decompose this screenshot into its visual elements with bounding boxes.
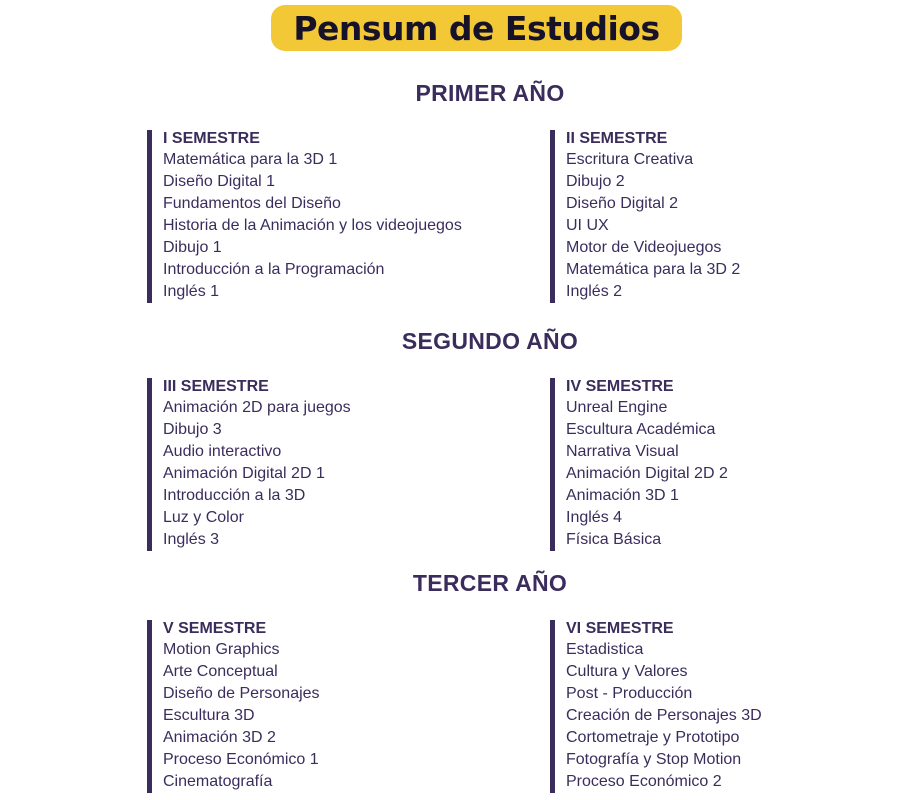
- course-item: Creación de Personajes 3D: [566, 707, 762, 724]
- semester-block-2: [550, 130, 900, 303]
- course-item: Inglés 3: [163, 531, 220, 548]
- course-item: Matemática para la 3D 2: [566, 261, 741, 278]
- course-item: Diseño de Personajes: [163, 685, 320, 702]
- semester-title: III SEMESTRE: [163, 378, 269, 395]
- year-title-tercer: TERCER AÑO: [412, 570, 568, 596]
- semester-block-5: [147, 620, 503, 793]
- course-item: Proceso Económico 2: [566, 773, 722, 790]
- course-item: Proceso Económico 1: [163, 751, 319, 768]
- course-item: Inglés 2: [566, 283, 623, 300]
- semester-block-3: [147, 378, 503, 551]
- year-title-segundo: SEGUNDO AÑO: [401, 328, 579, 354]
- semester-title: VI SEMESTRE: [566, 620, 674, 637]
- semester-block-6: [550, 620, 900, 793]
- semester-title: I SEMESTRE: [163, 130, 260, 147]
- course-item: Cinematografía: [163, 773, 273, 790]
- course-item: Introducción a la 3D: [163, 487, 306, 504]
- page-title: Pensum de Estudios: [293, 8, 660, 48]
- course-item: Luz y Color: [163, 509, 244, 526]
- course-item: Introducción a la Programación: [163, 261, 385, 278]
- course-item: Fundamentos del Diseño: [163, 195, 341, 212]
- course-item: Animación 2D para juegos: [163, 399, 351, 416]
- course-item: Matemática para la 3D 1: [163, 151, 338, 168]
- course-item: Diseño Digital 1: [163, 173, 276, 190]
- semester-title: V SEMESTRE: [163, 620, 267, 637]
- course-item: Escritura Creativa: [566, 151, 694, 168]
- course-item: Animación 3D 2: [163, 729, 276, 746]
- course-item: Escultura 3D: [163, 707, 255, 724]
- course-item: Cultura y Valores: [566, 663, 688, 680]
- title-banner: [271, 5, 682, 51]
- course-item: Inglés 4: [566, 509, 623, 526]
- course-item: Dibujo 1: [163, 239, 222, 256]
- course-item: Fotografía y Stop Motion: [566, 751, 742, 768]
- course-item: UI UX: [566, 217, 609, 234]
- course-item: Animación Digital 2D 2: [566, 465, 728, 482]
- course-item: Animación 3D 1: [566, 487, 679, 504]
- year-title-primer: PRIMER AÑO: [415, 80, 565, 106]
- course-item: Narrativa Visual: [566, 443, 679, 460]
- semester-title: IV SEMESTRE: [566, 378, 674, 395]
- course-item: Animación Digital 2D 1: [163, 465, 325, 482]
- course-item: Inglés 1: [163, 283, 220, 300]
- semester-block-4: [550, 378, 900, 551]
- course-item: Post - Producción: [566, 685, 693, 702]
- course-item: Dibujo 3: [163, 421, 222, 438]
- course-item: Física Básica: [566, 531, 662, 548]
- course-item: Audio interactivo: [163, 443, 282, 460]
- course-item: Unreal Engine: [566, 399, 668, 416]
- course-item: Historia de la Animación y los videojuegos: [163, 217, 462, 234]
- course-item: Estadistica: [566, 641, 644, 658]
- semester-title: II SEMESTRE: [566, 130, 668, 147]
- semester-block-1: [147, 130, 503, 303]
- course-item: Motion Graphics: [163, 641, 280, 658]
- course-item: Escultura Académica: [566, 421, 716, 438]
- course-item: Diseño Digital 2: [566, 195, 679, 212]
- course-item: Arte Conceptual: [163, 663, 278, 680]
- course-item: Cortometraje y Prototipo: [566, 729, 740, 746]
- course-item: Dibujo 2: [566, 173, 625, 190]
- course-item: Motor de Videojuegos: [566, 239, 722, 256]
